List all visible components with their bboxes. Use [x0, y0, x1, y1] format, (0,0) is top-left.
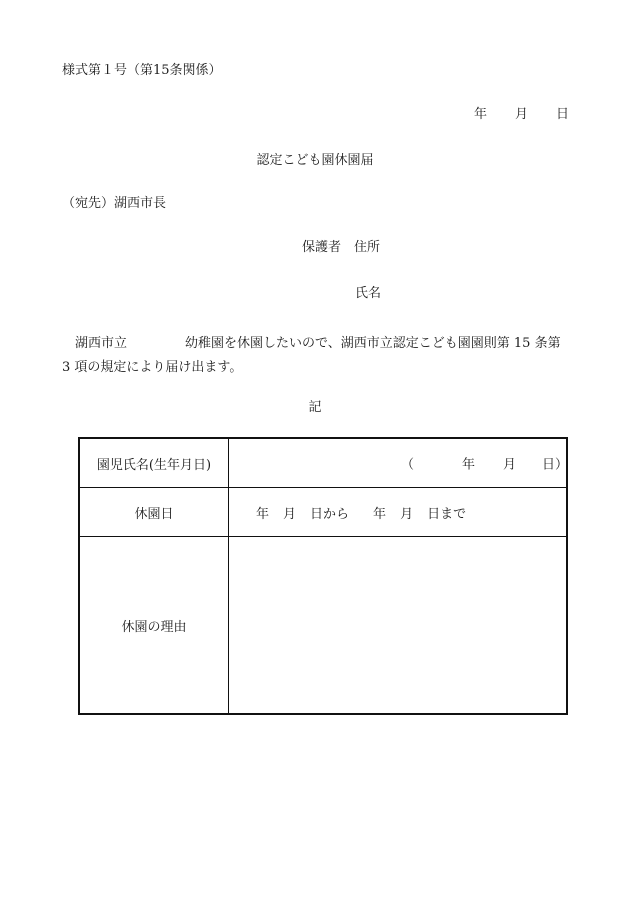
birth-year-label: 年	[462, 457, 476, 473]
addressee: （宛先）湖西市長	[62, 196, 167, 211]
body-text-part1: 湖西市立	[75, 336, 128, 351]
child-name-label: 園児氏名(生年月日)	[79, 438, 229, 488]
document-title: 認定こども園休園届	[256, 153, 374, 168]
table-row-reason	[79, 537, 567, 715]
guardian-label: 保護者	[302, 240, 342, 255]
birth-day-label: 日）	[542, 457, 569, 473]
closure-month2: 月	[400, 506, 414, 522]
guardian-name-label: 氏名	[355, 286, 382, 301]
closure-date-label: 休園日	[79, 488, 229, 537]
date-day-label: 日	[556, 107, 570, 122]
closure-month1: 月	[283, 506, 297, 522]
date-line	[474, 108, 569, 121]
closure-year1: 年	[256, 506, 270, 522]
closure-date-field[interactable]	[229, 488, 568, 537]
table-row-closure-date	[79, 488, 567, 537]
birth-open-paren: （	[401, 457, 415, 473]
body-text	[62, 332, 570, 380]
ki-heading: 記	[308, 400, 322, 415]
closure-from: 日から	[310, 506, 350, 522]
table-row-child-name	[79, 438, 567, 488]
guardian-address-line	[302, 241, 380, 254]
child-name-field[interactable]	[229, 438, 568, 488]
body-text-part2: 幼稚園を休園したいので、湖西市立認定こども園園則第 15 条第 3 項の規定により届け出ます。	[62, 336, 561, 375]
closure-year2: 年	[373, 506, 387, 522]
closure-until: 日まで	[427, 506, 467, 522]
reason-label: 休園の理由	[79, 537, 229, 715]
form-number: 様式第１号（第15条関係）	[62, 63, 222, 78]
date-year-label: 年	[474, 107, 488, 122]
application-table	[78, 437, 568, 715]
address-label: 住所	[354, 240, 381, 255]
reason-field[interactable]	[229, 537, 568, 715]
date-month-label: 月	[515, 107, 529, 122]
birth-month-label: 月	[503, 457, 517, 473]
